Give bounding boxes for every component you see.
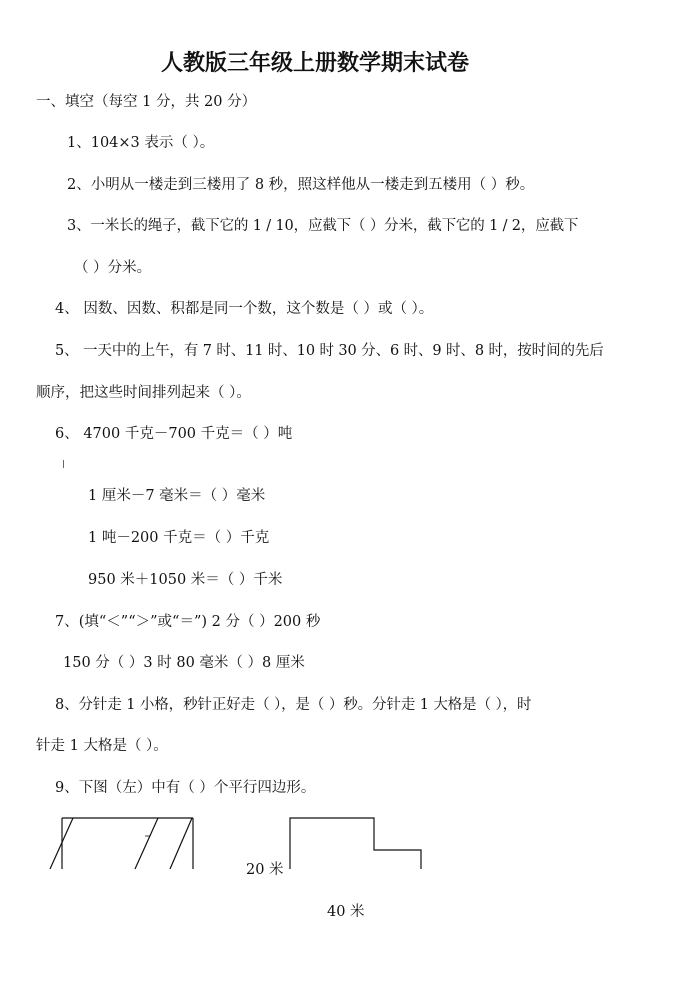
parallelogram-figure [50,818,193,869]
question-6a: 6、 4700 千克－700 千克＝（ ）吨 [55,426,293,442]
question-5-line-1: 5、 一天中的上午，有 7 时、11 时、10 时 30 分、6 时、9 时、8 时，按时间的先后 [55,343,604,359]
question-6b: 1 厘米－7 毫米＝（ ）毫米 [88,488,266,504]
question-3-line-1: 3、一米长的绳子，截下它的 1 / 10，应截下（ ）分米，截下它的 1 / 2，应截下 [67,218,579,234]
slant-line-2 [135,818,158,869]
question-7-line-2: 150 分（ ）3 时 80 毫米（ ）8 厘米 [63,655,305,671]
step-shape-figure [290,818,421,869]
figure-width-label: 40 米 [327,904,365,920]
question-6c: 1 吨－200 千克＝（ ）千克 [88,530,270,546]
question-8-line-1: 8、分针走 1 小格，秒针正好走（ ），是（ ）秒。分针走 1 大格是（ ），时 [55,697,532,713]
question-8-line-2: 针走 1 大格是（ ）。 [36,738,168,754]
question-4: 4、 因数、因数、积都是同一个数，这个数是（ ）或（ ）。 [55,301,434,317]
page-title: 人教版三年级上册数学期末试卷 [160,51,469,76]
section-heading-fill-blank: 一、填空（每空 1 分，共 20 分） [36,94,257,110]
question-1: 1、104×3 表示（ ）。 [67,135,215,151]
question-7-line-1: 7、(填“＜”“＞”或“＝”) 2 分（ ）200 秒 [55,614,321,630]
step-outline [290,818,421,869]
question-6d: 950 米＋1050 米＝（ ）千米 [88,572,283,588]
slant-line-3 [170,818,192,869]
question-9: 9、下图（左）中有（ ）个平行四边形。 [55,780,316,796]
question-3-line-2: （ ）分米。 [74,260,152,276]
question-2: 2、小明从一楼走到三楼用了 8 秒，照这样他从一楼走到五楼用（ ）秒。 [67,177,535,193]
figure-height-label: 20 米 [246,862,284,878]
question-5-line-2: 顺序，把这些时间排列起来（ ）。 [36,385,251,401]
